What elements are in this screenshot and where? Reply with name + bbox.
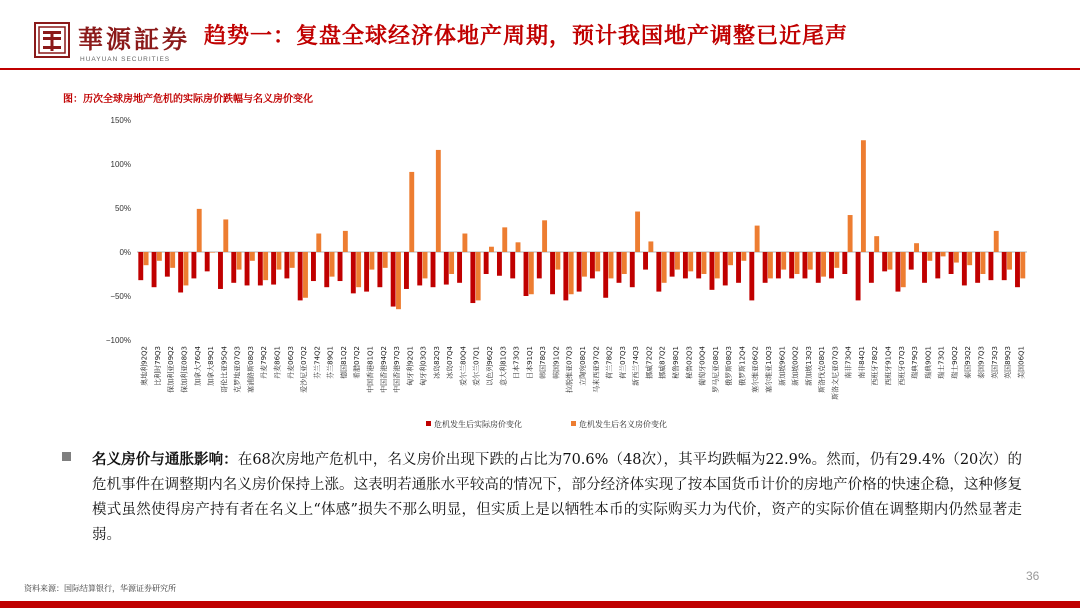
bar-nominal <box>157 252 162 261</box>
bar-nominal <box>622 252 627 274</box>
bar-real <box>577 252 582 292</box>
bar-nominal <box>343 231 348 252</box>
x-tick-label: 立陶宛08Q1 <box>579 346 587 386</box>
bar-nominal <box>848 215 853 252</box>
bar-nominal <box>555 252 560 270</box>
bar-real <box>909 252 914 270</box>
bar-real <box>391 252 396 307</box>
bar-real <box>550 252 555 294</box>
y-tick-label: 0% <box>119 248 131 257</box>
bar-real <box>803 252 808 278</box>
footer-bar <box>0 601 1080 608</box>
source-note: 资料来源：国际结算银行，华源证券研究所 <box>24 584 176 593</box>
x-tick-label: 冰岛07Q4 <box>446 346 455 379</box>
bar-real <box>1002 252 1007 280</box>
bar-nominal <box>994 231 999 252</box>
x-tick-label: 奥地利92Q2 <box>140 346 149 386</box>
header-divider <box>0 68 1080 70</box>
x-tick-label: 爱尔兰07Q1 <box>472 345 481 386</box>
bar-real <box>338 252 343 281</box>
x-tick-label: 葡萄牙00Q4 <box>698 346 707 386</box>
brand-name-en: HUAYUAN SECURITIES <box>80 56 171 63</box>
y-tick-label: 100% <box>110 160 131 169</box>
bar-nominal <box>542 220 547 252</box>
x-tick-label: 荷兰07Q3 <box>618 346 627 379</box>
bar-real <box>656 252 661 292</box>
bullet-marker <box>62 452 71 461</box>
page-number: 36 <box>1026 569 1040 583</box>
bar-nominal <box>462 234 467 252</box>
bar-nominal <box>675 252 680 270</box>
bar-real <box>1015 252 1020 287</box>
bar-chart <box>0 108 1080 440</box>
legend-label: 危机发生后实际房价变化 <box>434 420 522 429</box>
bar-real <box>152 252 157 287</box>
bar-nominal <box>569 252 574 294</box>
x-tick-label: 斯洛文尼亚07Q3 <box>831 346 840 400</box>
x-tick-label: 美国06Q1 <box>1017 346 1026 379</box>
x-tick-label: 芬兰74Q2 <box>313 346 322 379</box>
x-tick-label: 保加利亚09Q2 <box>167 346 176 393</box>
bar-real <box>311 252 316 281</box>
x-tick-label: 南非73Q4 <box>844 346 853 379</box>
bar-nominal <box>170 252 175 268</box>
x-tick-label: 韩国78Q3 <box>539 346 548 379</box>
x-tick-label: 秘鲁98Q1 <box>671 346 680 379</box>
bar-nominal <box>888 252 893 270</box>
x-tick-label: 俄罗斯12Q4 <box>738 346 747 386</box>
slide-title: 趋势一：复盘全球经济体地产周期，预计我国地产调整已近尾声 <box>204 24 849 49</box>
bar-real <box>643 252 648 270</box>
bar-real <box>776 252 781 278</box>
bar-real <box>218 252 223 289</box>
x-tick-label: 爱沙尼亚07Q2 <box>300 346 309 393</box>
bar-real <box>617 252 622 283</box>
bar-nominal <box>821 252 826 277</box>
bar-nominal <box>715 252 720 278</box>
x-tick-label: 比利时79Q3 <box>153 346 162 386</box>
x-tick-label: 新加坡96Q1 <box>778 346 787 386</box>
bar-nominal <box>144 252 149 265</box>
bar-real <box>484 252 489 274</box>
x-tick-label: 斯洛伐克08Q1 <box>818 346 827 393</box>
bar-real <box>816 252 821 283</box>
bar-nominal <box>901 252 906 287</box>
bar-nominal <box>237 252 242 270</box>
bar-real <box>444 252 449 285</box>
bar-real <box>510 252 515 278</box>
x-tick-label: 挪威72Q2 <box>645 346 654 379</box>
bar-real <box>497 252 502 276</box>
figure-title: 图：历次全球房地产危机的实际房价跌幅与名义房价变化 <box>63 94 313 105</box>
bar-nominal <box>768 252 773 278</box>
bar-real <box>895 252 900 292</box>
bar-nominal <box>834 252 839 268</box>
x-tick-label: 中国香港94Q2 <box>379 346 388 393</box>
bar-nominal <box>941 252 946 256</box>
bar-real <box>988 252 993 280</box>
bar-real <box>935 252 940 278</box>
bar-nominal <box>369 252 374 270</box>
bar-nominal <box>183 252 188 285</box>
x-tick-label: 新加坡00Q2 <box>791 346 800 386</box>
bar-nominal <box>609 252 614 278</box>
x-tick-label: 克罗地亚07Q3 <box>233 346 242 393</box>
bar-nominal <box>356 252 361 287</box>
x-tick-label: 丹麦79Q2 <box>260 346 269 379</box>
bar-nominal <box>741 252 746 261</box>
legend-swatch <box>426 421 431 426</box>
bar-nominal <box>781 252 786 270</box>
bar-nominal <box>662 252 667 283</box>
x-tick-label: 秘鲁02Q3 <box>685 346 694 379</box>
body-paragraph <box>92 447 1022 548</box>
bar-real <box>630 252 635 287</box>
bar-real <box>470 252 475 303</box>
bar-real <box>683 252 688 278</box>
bar-nominal <box>223 219 228 252</box>
bar-real <box>377 252 382 287</box>
bar-nominal <box>967 252 972 265</box>
bar-real <box>524 252 529 296</box>
bar-nominal <box>290 252 295 268</box>
x-tick-label: 塞浦路斯08Q3 <box>246 346 255 393</box>
bar-real <box>431 252 436 287</box>
x-tick-label: 德国81Q2 <box>339 346 348 379</box>
bar-real <box>842 252 847 274</box>
bar-nominal <box>635 212 640 252</box>
bar-nominal <box>529 252 534 294</box>
bar-real <box>191 252 196 278</box>
bar-nominal <box>648 241 653 252</box>
y-tick-label: −50% <box>110 292 131 301</box>
bar-nominal <box>688 252 693 271</box>
x-tick-label: 希腊07Q2 <box>353 346 362 379</box>
x-tick-label: 冰岛82Q3 <box>432 346 441 379</box>
bar-real <box>829 252 834 278</box>
bar-real <box>537 252 542 278</box>
bar-nominal <box>728 252 733 265</box>
x-tick-label: 中国香港97Q3 <box>393 346 402 393</box>
bar-nominal <box>303 252 308 298</box>
bar-real <box>138 252 143 280</box>
bar-nominal <box>276 252 281 270</box>
bar-nominal <box>755 226 760 252</box>
bar-real <box>298 252 303 300</box>
bar-nominal <box>516 242 521 252</box>
x-tick-label: 新加坡13Q3 <box>804 346 813 386</box>
bar-nominal <box>927 252 932 261</box>
x-tick-label: 丹麦06Q3 <box>286 346 295 379</box>
x-tick-label: 加拿大76Q4 <box>193 346 202 386</box>
bar-nominal <box>250 252 255 261</box>
bar-real <box>975 252 980 283</box>
bar-nominal <box>954 252 959 263</box>
bar-nominal <box>795 252 800 274</box>
brand-name: 華源証券 <box>78 25 191 54</box>
x-tick-label: 西班牙78Q2 <box>871 346 880 386</box>
bar-real <box>710 252 715 290</box>
y-tick-label: 150% <box>110 116 131 125</box>
bar-real <box>789 252 794 278</box>
bar-nominal <box>914 243 919 252</box>
bar-nominal <box>330 252 335 277</box>
bar-nominal <box>263 252 268 280</box>
x-tick-label: 日本73Q3 <box>512 346 521 379</box>
bar-nominal <box>210 252 215 253</box>
x-tick-label: 加拿大89Q1 <box>207 346 216 386</box>
bar-real <box>603 252 608 298</box>
slide-header <box>0 0 1080 70</box>
x-tick-label: 匈牙利03Q3 <box>419 346 428 386</box>
bar-real <box>949 252 954 274</box>
x-tick-label: 保加利亚08Q3 <box>180 346 189 393</box>
bar-nominal <box>436 150 441 252</box>
bar-real <box>258 252 263 285</box>
body-text: 在68次房地产危机中，名义房价出现下跌的占比为70.6%（48次），其平均跌幅为22.9%。然而，仍有29.4%（20次）的危机事件在调整期内名义房价保持上涨。这表明若通胀水平较高的情况下，部分经济体实现了按本国货币计价的房地产价格的快速企稳，这种修复模式虽然使得房产持有者在名义上“体感”损失不那么明显，但实质上是以牺牲本币的实际购买力为代价，资产的实际价值在调整期内仍然显著走弱。 <box>92 452 1022 543</box>
bar-real <box>165 252 170 277</box>
x-tick-label: 西班牙07Q3 <box>897 346 906 386</box>
x-tick-label: 意大利81Q3 <box>499 346 508 386</box>
x-tick-label: 瑞士73Q1 <box>937 346 946 379</box>
bar-real <box>563 252 568 300</box>
x-tick-label: 瑞士90Q2 <box>950 346 959 379</box>
bar-nominal <box>981 252 986 274</box>
x-tick-label: 泰国93Q2 <box>964 346 973 379</box>
brand-logo-icon <box>34 22 70 58</box>
bar-nominal <box>861 140 866 252</box>
bar-nominal <box>383 252 388 268</box>
x-tick-label: 日本91Q1 <box>525 346 534 379</box>
x-tick-label: 爱尔兰80Q4 <box>459 346 468 386</box>
bar-real <box>351 252 356 293</box>
x-tick-label: 南非84Q1 <box>857 346 866 379</box>
bar-real <box>749 252 754 300</box>
x-tick-label: 瑞典90Q1 <box>924 346 933 379</box>
x-tick-label: 新西兰74Q3 <box>632 346 641 386</box>
bar-nominal <box>874 236 879 252</box>
x-tick-label: 泰国97Q3 <box>977 346 986 379</box>
x-tick-label: 挪威87Q2 <box>658 346 667 379</box>
bar-nominal <box>423 252 428 278</box>
bar-real <box>670 252 675 277</box>
bar-nominal <box>489 247 494 252</box>
x-tick-label: 以色列96Q2 <box>486 346 495 386</box>
bar-real <box>245 252 250 285</box>
bar-nominal <box>595 252 600 271</box>
bar-real <box>231 252 236 283</box>
x-tick-label: 塞尔维亚10Q3 <box>764 346 773 393</box>
bar-real <box>324 252 329 287</box>
body-label: 名义房价与通胀影响： <box>92 451 238 468</box>
bar-real <box>457 252 462 283</box>
bar-nominal <box>197 209 202 252</box>
x-tick-label: 韩国91Q2 <box>552 346 561 379</box>
bar-real <box>417 252 422 285</box>
bar-real <box>696 252 701 278</box>
bar-nominal <box>808 252 813 270</box>
bar-nominal <box>409 172 414 252</box>
bar-nominal <box>396 252 401 309</box>
x-tick-label: 荷兰78Q2 <box>605 346 614 379</box>
bar-real <box>856 252 861 300</box>
bar-real <box>404 252 409 289</box>
bar-real <box>922 252 927 283</box>
x-tick-label: 芬兰89Q1 <box>326 346 335 379</box>
bar-nominal <box>449 252 454 274</box>
x-tick-label: 英国73Q3 <box>990 346 999 379</box>
bar-real <box>590 252 595 278</box>
x-tick-label: 丹麦86Q1 <box>273 346 282 379</box>
bar-nominal <box>702 252 707 274</box>
x-tick-label: 中国香港81Q1 <box>366 346 375 393</box>
x-tick-label: 哥伦比亚95Q4 <box>220 346 229 393</box>
bar-real <box>178 252 183 292</box>
x-tick-label: 罗马尼亚08Q1 <box>711 346 720 393</box>
x-tick-label: 瑞典79Q3 <box>911 346 920 379</box>
x-tick-label: 西班牙91Q4 <box>884 346 893 386</box>
legend-label: 危机发生后名义房价变化 <box>579 420 667 429</box>
legend-swatch <box>571 421 576 426</box>
x-tick-label: 塞尔维亚06Q2 <box>751 346 760 393</box>
y-tick-label: 50% <box>114 204 131 213</box>
x-tick-label: 俄罗斯08Q3 <box>725 346 734 386</box>
bar-real <box>284 252 289 278</box>
x-tick-label: 匈牙利92Q1 <box>406 346 415 386</box>
bar-real <box>869 252 874 283</box>
bar-real <box>271 252 276 285</box>
bar-nominal <box>502 227 507 252</box>
bar-real <box>882 252 887 271</box>
bar-nominal <box>1020 252 1025 278</box>
bar-nominal <box>582 252 587 277</box>
bar-nominal <box>316 234 321 252</box>
bar-real <box>364 252 369 292</box>
bar-real <box>723 252 728 285</box>
bar-nominal <box>1007 252 1012 270</box>
bar-real <box>763 252 768 283</box>
bar-real <box>736 252 741 283</box>
bar-real <box>962 252 967 285</box>
x-tick-label: 拉脱维亚07Q3 <box>565 346 574 393</box>
bar-real <box>205 252 210 271</box>
x-tick-label: 英国89Q3 <box>1004 346 1013 379</box>
y-tick-label: −100% <box>105 336 131 345</box>
bar-nominal <box>476 252 481 300</box>
x-tick-label: 马来西亚97Q2 <box>592 346 601 393</box>
